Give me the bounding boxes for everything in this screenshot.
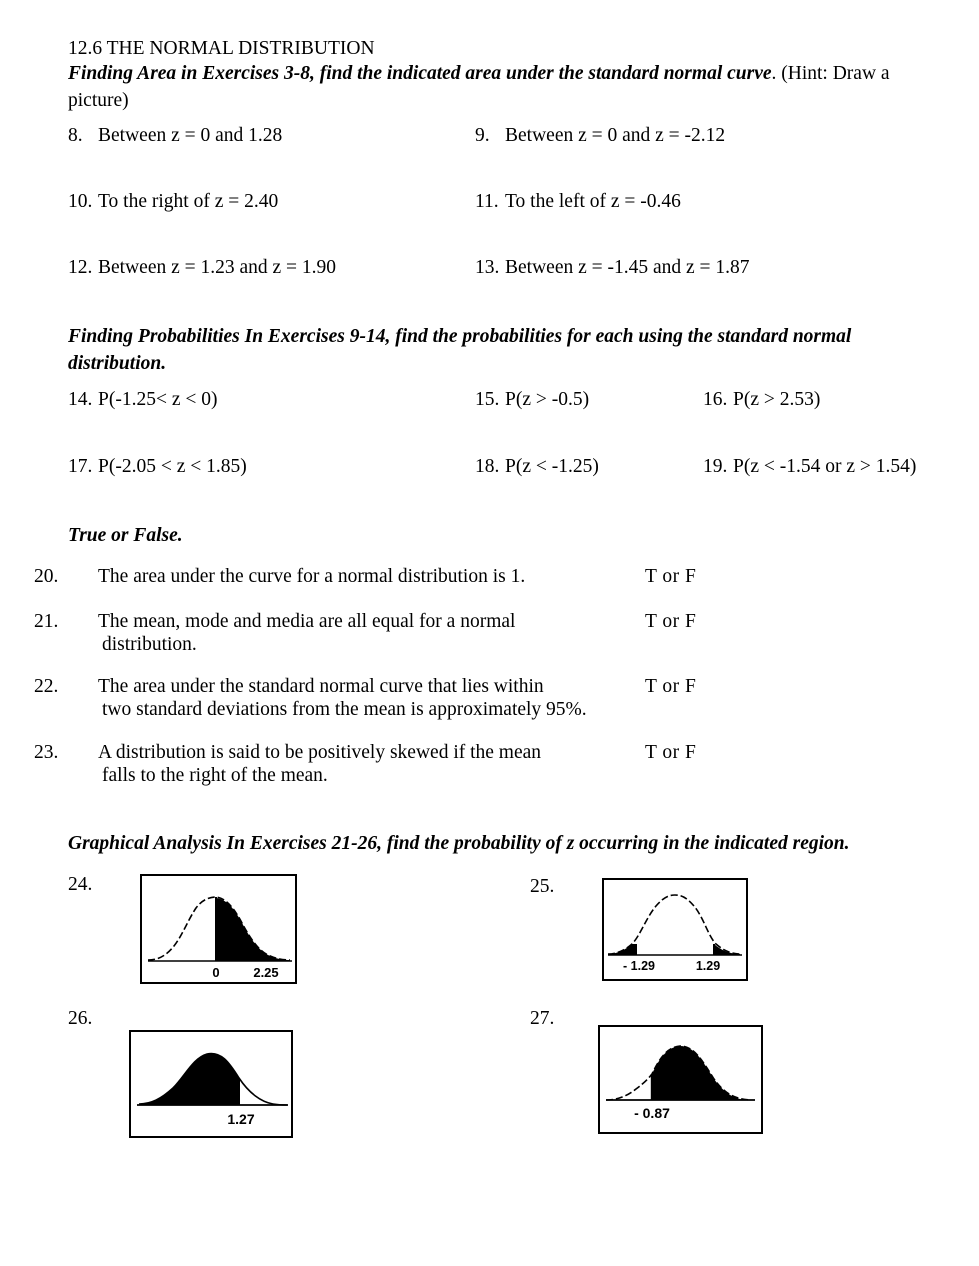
true-false-answer-21[interactable]: T or F: [645, 611, 697, 632]
true-false-item-21: [34, 611, 662, 656]
true-false-item-20-number: 20.: [34, 566, 59, 587]
exercise-9: [475, 125, 725, 147]
page-title: 12.6 THE NORMAL DISTRIBUTION: [68, 38, 375, 59]
exercise-19: [703, 456, 916, 478]
figure-24-normal-curve: [140, 874, 297, 984]
figure-24-label-225: 2.25: [253, 965, 279, 980]
figure-24-shaded-region: [216, 898, 290, 961]
figure-25-label-positive: 1.29: [695, 959, 721, 973]
exercise-12-number: 12.: [68, 257, 93, 278]
exercise-12: [68, 257, 336, 279]
exercise-10: [68, 191, 278, 213]
exercise-10-text: To the right of z = 2.40: [98, 191, 279, 212]
true-false-item-22-number: 22.: [34, 676, 59, 697]
exercise-15-text: P(z > -0.5): [505, 389, 590, 410]
exercise-8-text: Between z = 0 and 1.28: [98, 125, 283, 146]
exercise-18-number: 18.: [475, 456, 500, 477]
exercise-15: [475, 389, 589, 411]
figure-27-label: - 0.87: [634, 1105, 670, 1121]
figure-26-svg: [131, 1032, 291, 1136]
exercise-17: [68, 456, 247, 478]
figure-25-curve: [608, 895, 740, 954]
exercise-18-text: P(z < -1.25): [505, 456, 599, 477]
exercise-13-number: 13.: [475, 257, 500, 278]
exercise-14-text: P(-1.25< z < 0): [98, 389, 218, 410]
exercise-17-text: P(-2.05 < z < 1.85): [98, 456, 247, 477]
true-false-item-22: [34, 676, 702, 721]
figure-27-shaded-region: [652, 1046, 750, 1100]
figure-26-shaded-region: [139, 1054, 239, 1105]
true-false-item-23: [34, 742, 702, 787]
exercise-16-text: P(z > 2.53): [733, 389, 821, 410]
exercise-11-number: 11.: [475, 191, 499, 212]
true-false-item-20: [34, 566, 662, 589]
finding-area-instructions: [68, 60, 898, 114]
exercise-17-number: 17.: [68, 456, 93, 477]
finding-probabilities-instructions: Finding Probabilities In Exercises 9-14, find the probabilities for each using the standard normal distribution.: [68, 326, 852, 374]
figure-25-normal-curve: [602, 878, 748, 981]
figure-24-label-0: 0: [212, 965, 220, 980]
exercise-10-number: 10.: [68, 191, 93, 212]
true-false-answer-23[interactable]: T or F: [645, 742, 697, 763]
finding-area-bold-text: Finding Area in Exercises 3-8, find the indicated area under the standard normal curve: [68, 63, 772, 84]
figure-26-label: 1.27: [227, 1111, 255, 1127]
exercise-9-text: Between z = 0 and z = -2.12: [505, 125, 726, 146]
figure-25-svg: [604, 880, 746, 979]
exercise-14-number: 14.: [68, 389, 93, 410]
true-false-item-21-line2: distribution.: [102, 633, 197, 655]
exercise-11: [475, 191, 681, 213]
exercise-18: [475, 456, 599, 478]
exercise-16-number: 16.: [703, 389, 728, 410]
exercise-15-number: 15.: [475, 389, 500, 410]
exercise-11-text: To the left of z = -0.46: [505, 191, 681, 212]
graphical-exercise-27-number: 27.: [530, 1008, 555, 1029]
true-false-item-23-line2: falls to the right of the mean.: [102, 764, 328, 786]
figure-25-label-negative: - 1.29: [623, 959, 655, 973]
true-false-item-20-line1: The area under the curve for a normal distribution is 1.: [98, 566, 526, 587]
exercise-8-number: 8.: [68, 125, 83, 146]
true-false-item-21-line1: The mean, mode and media are all equal for a normal: [98, 611, 516, 632]
exercise-9-number: 9.: [475, 125, 490, 146]
true-false-item-22-line2: two standard deviations from the mean is approximately 95%.: [102, 698, 587, 720]
exercise-13-text: Between z = -1.45 and z = 1.87: [505, 257, 750, 278]
figure-24-svg: [142, 876, 295, 982]
graphical-exercise-26-number: 26.: [68, 1008, 93, 1029]
exercise-19-number: 19.: [703, 456, 728, 477]
figure-27-svg: [600, 1027, 761, 1132]
exercise-19-text: P(z < -1.54 or z > 1.54): [733, 456, 917, 477]
true-false-item-23-line1: A distribution is said to be positively skewed if the mean: [98, 742, 542, 763]
figure-27-normal-curve: [598, 1025, 763, 1134]
true-false-answer-22[interactable]: T or F: [645, 676, 697, 697]
exercise-13: [475, 257, 750, 279]
exercise-16: [703, 389, 820, 411]
finding-area-hint-text: . (Hint: Draw a picture): [68, 63, 890, 111]
true-false-item-22-line1: The area under the standard normal curve that lies within: [98, 676, 544, 697]
true-or-false-heading: True or False.: [68, 525, 183, 546]
graphical-exercise-24-number: 24.: [68, 874, 93, 895]
exercise-14: [68, 389, 217, 411]
exercise-8: [68, 125, 282, 147]
graphical-analysis-heading: Graphical Analysis In Exercises 21-26, find the probability of z occurring in the indicated region.: [68, 833, 850, 854]
true-false-item-21-number: 21.: [34, 611, 59, 632]
true-false-answer-20[interactable]: T or F: [645, 566, 697, 587]
true-false-item-23-number: 23.: [34, 742, 59, 763]
exercise-12-text: Between z = 1.23 and z = 1.90: [98, 257, 337, 278]
figure-26-normal-curve: [129, 1030, 293, 1138]
graphical-exercise-25-number: 25.: [530, 876, 555, 897]
